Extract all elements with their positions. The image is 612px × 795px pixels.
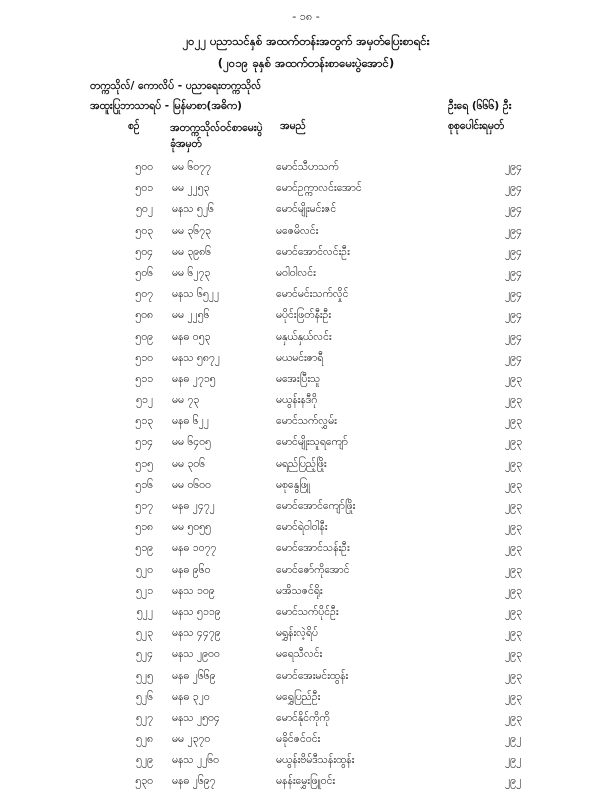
- row-seat-id: မနသ ၄၄၇၉: [172, 627, 221, 640]
- row-marks: ၂၉၄: [505, 351, 522, 364]
- row-marks: ၂၉၃: [505, 648, 522, 661]
- table-row: [0, 265, 612, 286]
- table-row: [0, 689, 612, 710]
- row-number: ၅၀၆: [135, 266, 153, 279]
- table-row: [0, 646, 612, 667]
- row-name: မောင်မျိုးသူရကျော်: [276, 436, 348, 449]
- row-marks: ၂၉၂: [505, 775, 522, 788]
- row-number: ၅၀၃: [135, 224, 153, 237]
- column-header-no: စဉ်: [128, 120, 140, 132]
- table-row: [0, 498, 612, 519]
- row-marks: ၂၉၄: [505, 266, 522, 279]
- row-seat-id: မနဓ ၂၇၁၅: [172, 372, 216, 385]
- row-number: ၅၀၄: [135, 245, 153, 258]
- row-number: ၅၀၉: [135, 330, 153, 343]
- row-number: ၅၂၇: [136, 711, 153, 724]
- row-marks: ၂၉၄: [505, 330, 522, 343]
- row-seat-id: မနဓ ၂၆၉၇: [172, 775, 216, 788]
- table-row: [0, 477, 612, 498]
- row-name: မောင်သက်ပိုင်ဦး: [276, 605, 339, 618]
- row-number: ၅၂၂: [136, 605, 153, 618]
- row-number: ၅၂၆: [136, 690, 153, 703]
- row-seat-id: မမ ၀၆၀၀: [172, 478, 211, 491]
- row-seat-id: မနသ ၂၉၀၀: [172, 648, 220, 661]
- row-name: မအိသဇင်ရိုး: [276, 584, 323, 597]
- row-seat-id: မမ ၆၂၇၃: [172, 266, 211, 279]
- row-number: ၅၂၄: [136, 648, 153, 661]
- row-marks: ၂၉၄: [505, 182, 522, 195]
- table-row: [0, 350, 612, 371]
- row-seat-id: မနသ ၅၁၁၉: [172, 605, 221, 618]
- results-table: [0, 159, 612, 795]
- row-seat-id: မနဓ ၂၄၇၂: [172, 500, 215, 512]
- row-marks: ၂၉၃: [505, 415, 522, 428]
- row-name: မရွှန်းလဲ့ရိပ်: [276, 627, 318, 640]
- table-row: [0, 329, 612, 350]
- row-name: မပိုင်းဖြတ်နီးဦး: [276, 309, 332, 322]
- row-name: မစုနွေဖြူ: [276, 478, 311, 491]
- table-row: [0, 434, 612, 455]
- row-seat-id: မမ ၂၃၇၀: [172, 733, 211, 746]
- row-name: မရည်ပြည့်ဖြိုး: [276, 457, 327, 470]
- table-row: [0, 752, 612, 773]
- row-seat-id: မနသ ၂၅၀၄: [172, 711, 220, 724]
- school-label: တက္ကသိုလ်/ ကောလိပ် - ပညာရေးတက္ကသိုလ်: [90, 80, 262, 92]
- row-seat-id: မမ ၂၂၅၆: [172, 309, 210, 322]
- row-name: မရေသီလင်း: [276, 648, 323, 661]
- row-number: ၅၀၇: [135, 288, 153, 301]
- column-header-id-line1: အတက္ကသိုလ်ဝင်စာမေးပွဲ: [170, 122, 263, 134]
- score-count-header: ဦးရေ (၆၆၆) ဦး: [448, 100, 512, 112]
- table-row: [0, 180, 612, 201]
- row-seat-id: မနဓ ၁၀၇၇: [172, 542, 217, 555]
- row-number: ၅၁၂: [136, 394, 153, 407]
- row-name: မောင်နိုင်ကိုကို: [276, 711, 330, 724]
- row-seat-id: မနဓ ၉၆၀: [172, 563, 211, 576]
- row-name: မရွှေပြည်ဦး: [276, 690, 321, 703]
- row-number: ၅၂၃: [136, 627, 153, 640]
- row-marks: ၂၉၃: [505, 563, 522, 576]
- table-row: [0, 625, 612, 646]
- row-name: မခိုင်ဇင်ဝင်း: [276, 733, 321, 746]
- row-number: ၅၂၉: [136, 754, 153, 767]
- row-number: ၅၁၃: [135, 415, 153, 428]
- document-title: ၂၀၂၂ ပညာသင်နှစ် အထက်တန်းအတွက် အမှတ်ပြေးစာရင်း: [182, 34, 430, 48]
- row-marks: ၂၉၄: [505, 245, 522, 258]
- row-seat-id: မနဓ ၂၆၆၉: [172, 669, 216, 682]
- subject-label: အထူးပြုဘာသာရပ် - မြန်မာစာ(အဓိက): [90, 100, 242, 112]
- table-row: [0, 392, 612, 413]
- column-header-id-line2: ခုံအမှတ်: [170, 138, 202, 150]
- row-marks: ၂၉၃: [505, 711, 522, 724]
- row-marks: ၂၉၃: [505, 457, 522, 470]
- row-number: ၅၁၈: [135, 521, 153, 534]
- row-name: မယွန်းဗိမ်ဒီသန်းထွန်း: [276, 754, 355, 767]
- table-row: [0, 562, 612, 583]
- row-number: ၅၁၁: [135, 372, 153, 385]
- row-number: ၅၁၄: [135, 436, 153, 449]
- row-seat-id: မနဓ ၃၂၀: [172, 690, 210, 703]
- row-name: မောင်အောင်သန်းဦး: [276, 542, 350, 555]
- table-row: [0, 604, 612, 625]
- table-row: [0, 456, 612, 477]
- row-marks: ၂၉၃: [505, 605, 522, 618]
- row-seat-id: မမ ၆၀၇၇: [172, 161, 211, 173]
- table-row: [0, 371, 612, 392]
- row-number: ၅၁၉: [135, 542, 153, 555]
- row-name: မဇေမိလင်း: [276, 224, 319, 237]
- row-marks: ၂၉၄: [505, 309, 522, 322]
- row-number: ၅၂၅: [136, 669, 153, 682]
- row-number: ၅၂၀: [136, 563, 153, 576]
- column-header-name: အမည်: [280, 120, 306, 132]
- column-header-marks: စုစုပေါင်းရမှတ်: [448, 120, 505, 132]
- table-row: [0, 540, 612, 561]
- row-marks: ၂၉၃: [505, 542, 522, 555]
- row-number: ၅၁၆: [135, 478, 153, 491]
- row-marks: ၂၉၃: [505, 436, 522, 449]
- row-name: မောင်မင်းသက်လှိုင်: [276, 288, 349, 301]
- row-seat-id: မမ ၆၄၀၅: [172, 436, 211, 449]
- row-number: ၅၁၀: [135, 351, 153, 364]
- table-row: [0, 307, 612, 328]
- row-marks: ၂၉၃: [505, 500, 522, 512]
- row-seat-id: မမ ၂၂၅၃: [172, 182, 210, 195]
- row-marks: ၂၉၂: [505, 733, 522, 746]
- row-number: ၅၁၅: [135, 457, 153, 470]
- row-name: မဝါဝါလင်း: [276, 266, 316, 279]
- row-marks: ၂၉၂: [505, 754, 522, 767]
- row-name: မယမင်းဇာရီ: [276, 351, 324, 364]
- row-seat-id: မမ ၃၆၇၃: [172, 224, 211, 237]
- row-name: မောင်ရဲဝါဝါနီး: [276, 521, 328, 534]
- row-name: မနန်းမွှေးဖြူဝင်း: [276, 775, 336, 788]
- table-row: [0, 773, 612, 794]
- row-marks: ၂၉၃: [505, 521, 522, 534]
- row-number: ၅၀၁: [135, 182, 153, 195]
- row-marks: ၂၉၃: [505, 584, 522, 597]
- row-name: မအေးပြီးသူ: [276, 372, 321, 385]
- row-name: မောင်သက်လွှမ်း: [276, 415, 337, 428]
- row-name: မောင်ဥက္ကာလင်းအောင်: [276, 182, 362, 195]
- row-marks: ၂၉၃: [505, 478, 522, 491]
- table-row: [0, 244, 612, 265]
- row-marks: ၂၉၃: [505, 627, 522, 640]
- row-marks: ၂၉၄: [505, 224, 522, 237]
- row-name: မောင်သီဟသက်: [276, 161, 339, 173]
- row-name: မနှယ်နှယ်လင်း: [276, 330, 332, 343]
- document-subtitle: (၂၀၁၉ ခုနှစ် အထက်တန်းစာမေးပွဲအောင်): [217, 56, 395, 70]
- row-marks: ၂၉၄: [505, 203, 522, 216]
- row-seat-id: မနသ ၂၂၆၀: [172, 754, 220, 767]
- table-row: [0, 413, 612, 434]
- row-number: ၅၀၂: [136, 203, 153, 216]
- row-seat-id: မမ ၃၉၈၆: [172, 245, 212, 258]
- table-row: [0, 583, 612, 604]
- row-marks: ၂၉၃: [505, 690, 522, 703]
- row-seat-id: မမ ၃၀၆: [172, 457, 206, 470]
- row-marks: ၂၉၄: [505, 161, 522, 173]
- table-row: [0, 286, 612, 307]
- row-marks: ၂၉၃: [505, 394, 522, 407]
- row-number: ၅၀၀: [135, 161, 153, 173]
- row-number: ၅၃၀: [135, 775, 153, 788]
- row-seat-id: မနသ ၅၈၇၂: [172, 351, 220, 364]
- column-header-id: [170, 120, 262, 152]
- row-seat-id: မနသ ၅၂၆: [172, 203, 214, 216]
- table-row: [0, 519, 612, 540]
- row-number: ၅၂၁: [136, 584, 153, 597]
- table-row: [0, 710, 612, 731]
- row-marks: ၂၉၄: [505, 288, 522, 301]
- row-seat-id: မနသ ၁၀၉: [172, 584, 215, 597]
- row-number: ၅၁၇: [135, 500, 153, 512]
- table-row: [0, 201, 612, 222]
- row-number: ၅၂၈: [135, 733, 153, 746]
- table-row: [0, 731, 612, 752]
- row-seat-id: မနဓ ၀၅၃: [172, 330, 211, 343]
- row-seat-id: မနသ ၆၅၂၂: [172, 288, 220, 301]
- row-name: မောင်အေးမင်းထွန်း: [276, 669, 349, 682]
- row-number: ၅၀၈: [135, 309, 153, 322]
- row-name: မောင်အောင်လင်းဦး: [276, 245, 350, 258]
- row-name: မောင်ဇော်ကိုအောင်: [276, 563, 350, 576]
- table-row: [0, 223, 612, 244]
- row-marks: ၂၉၃: [505, 372, 522, 385]
- row-name: မောင်မျိုးမင်းဇင်: [276, 203, 337, 216]
- table-row: [0, 668, 612, 689]
- row-name: မယွန်းနဒီဂို: [276, 394, 318, 407]
- row-seat-id: မမ ၅၀၅၅: [172, 521, 211, 534]
- page-number: - ၁၈ -: [292, 10, 320, 23]
- row-seat-id: မမ ၇၃: [172, 394, 200, 407]
- row-marks: ၂၉၃: [505, 669, 522, 682]
- row-seat-id: မနဓ ၆၂၂: [172, 415, 209, 428]
- row-name: မောင်အောင်ကျော်ဖြိုး: [276, 500, 356, 512]
- table-row: [0, 159, 612, 180]
